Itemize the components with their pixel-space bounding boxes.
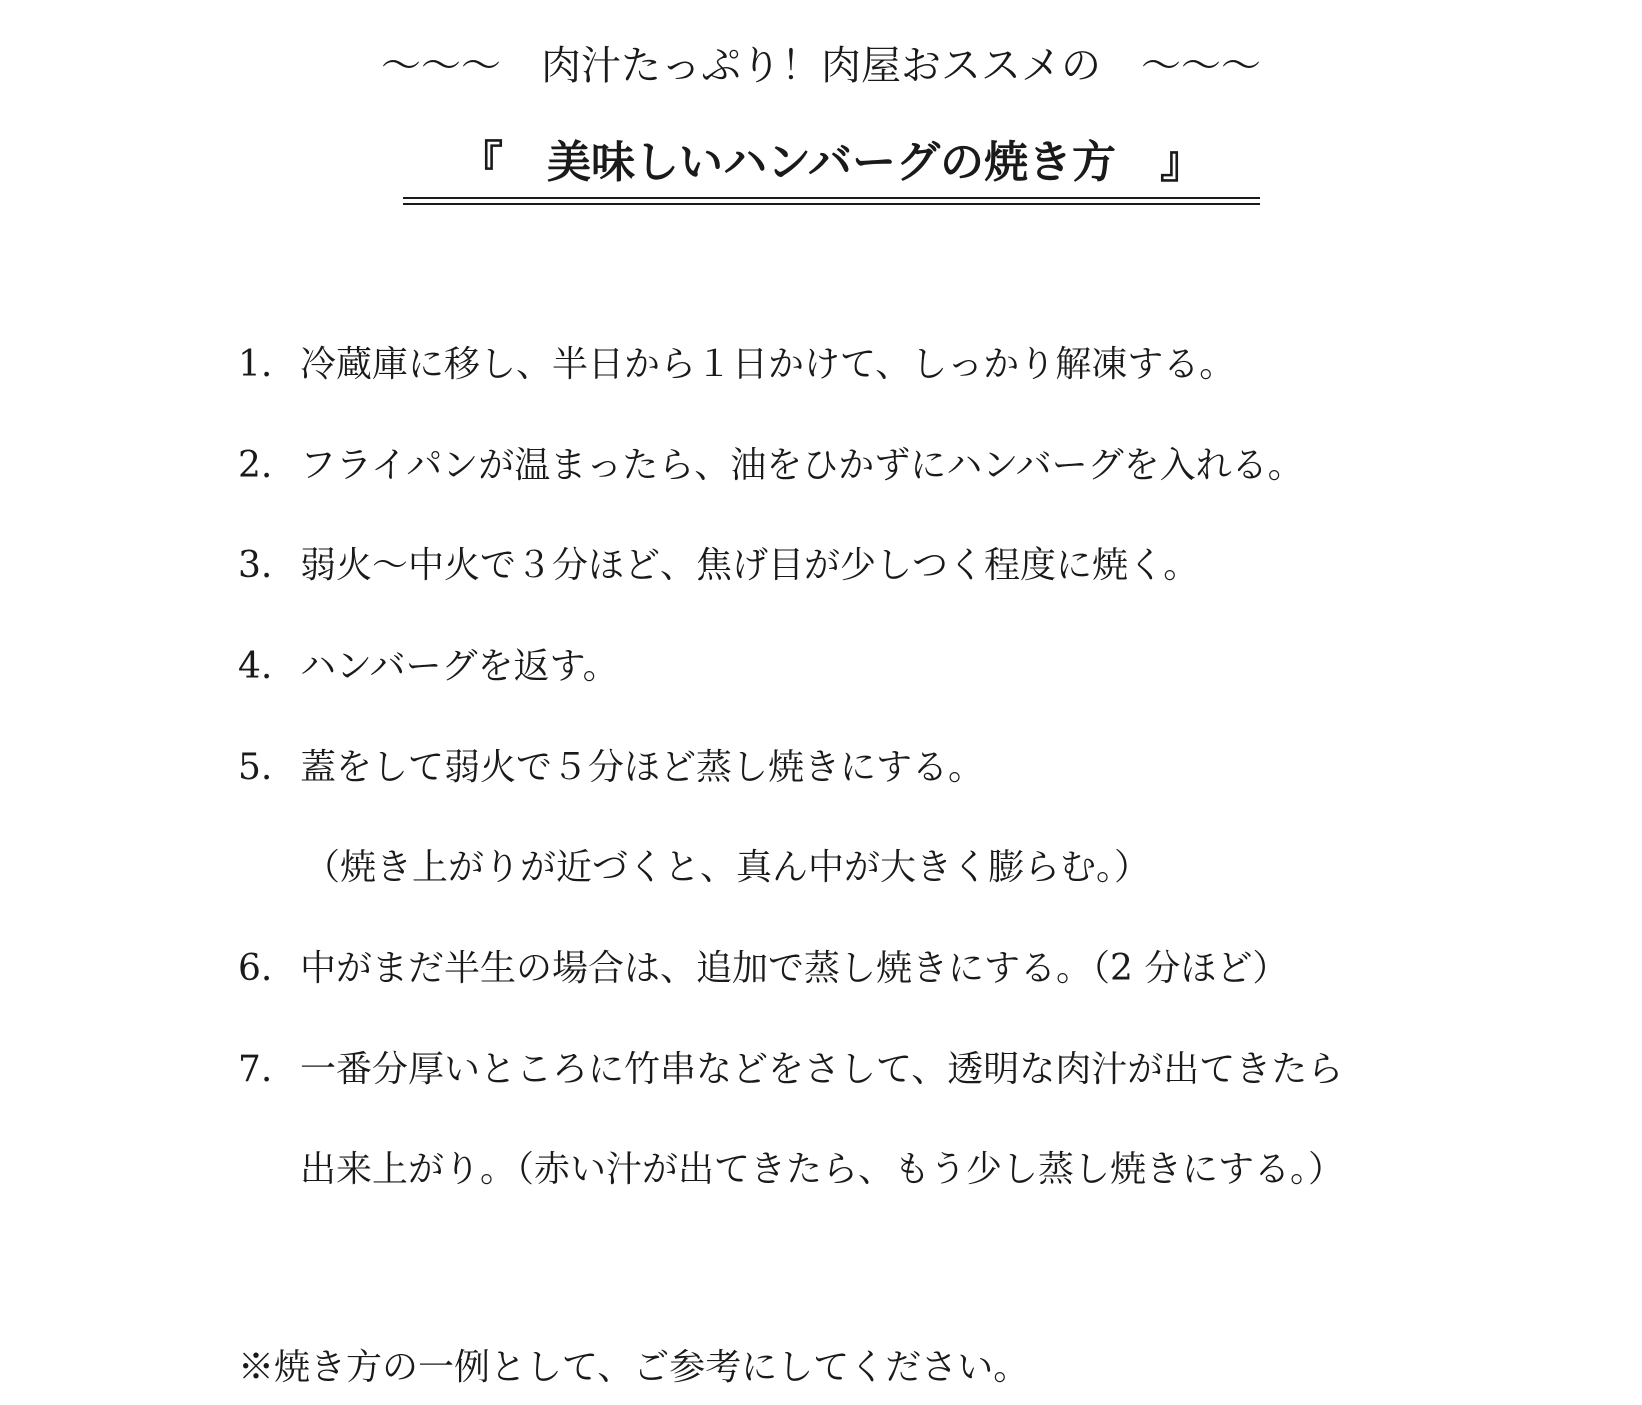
step-number: 3. (238, 545, 273, 586)
title-block (403, 132, 1260, 202)
step-continuation-text: 出来上がり。（赤い汁が出てきたら、もう少し蒸し焼きにする。） (300, 1149, 1345, 1190)
step-text: 蓋をして弱火で５分ほど蒸し焼きにする。 (300, 747, 985, 788)
step-number: 6. (238, 948, 273, 989)
step-text: 一番分厚いところに竹串などをさして、透明な肉汁が出てきたら (300, 1049, 1344, 1090)
step-number: 2. (238, 445, 273, 486)
step-number: 4. (238, 646, 273, 687)
step-number: 5. (238, 747, 273, 788)
footer-note: ※焼き方の一例として、ご参考にしてください。 (238, 1347, 1030, 1388)
title-double-underline (403, 197, 1260, 205)
step-number: 7. (238, 1049, 273, 1090)
step-text: フライパンが温まったら、油をひかずにハンバーグを入れる。 (300, 445, 1304, 486)
step-number: 1. (238, 344, 273, 385)
page-title: 『 美味しいハンバーグの焼き方 』 (459, 137, 1204, 188)
subtitle: ～～～ 肉汁たっぷり！肉屋おススメの ～～～ (381, 43, 1261, 89)
step-text: 弱火～中火で３分ほど、焦げ目が少しつく程度に焼く。 (300, 545, 1200, 586)
step-text: 中がまだ半生の場合は、追加で蒸し焼きにする。（2 分ほど） (300, 948, 1289, 989)
step-text: 冷蔵庫に移し、半日から１日かけて、しっかり解凍する。 (300, 344, 1236, 385)
step-text: ハンバーグを返す。 (300, 646, 619, 687)
step-subnote-text: （焼き上がりが近づくと、真ん中が大きく膨らむ。） (304, 847, 1151, 888)
